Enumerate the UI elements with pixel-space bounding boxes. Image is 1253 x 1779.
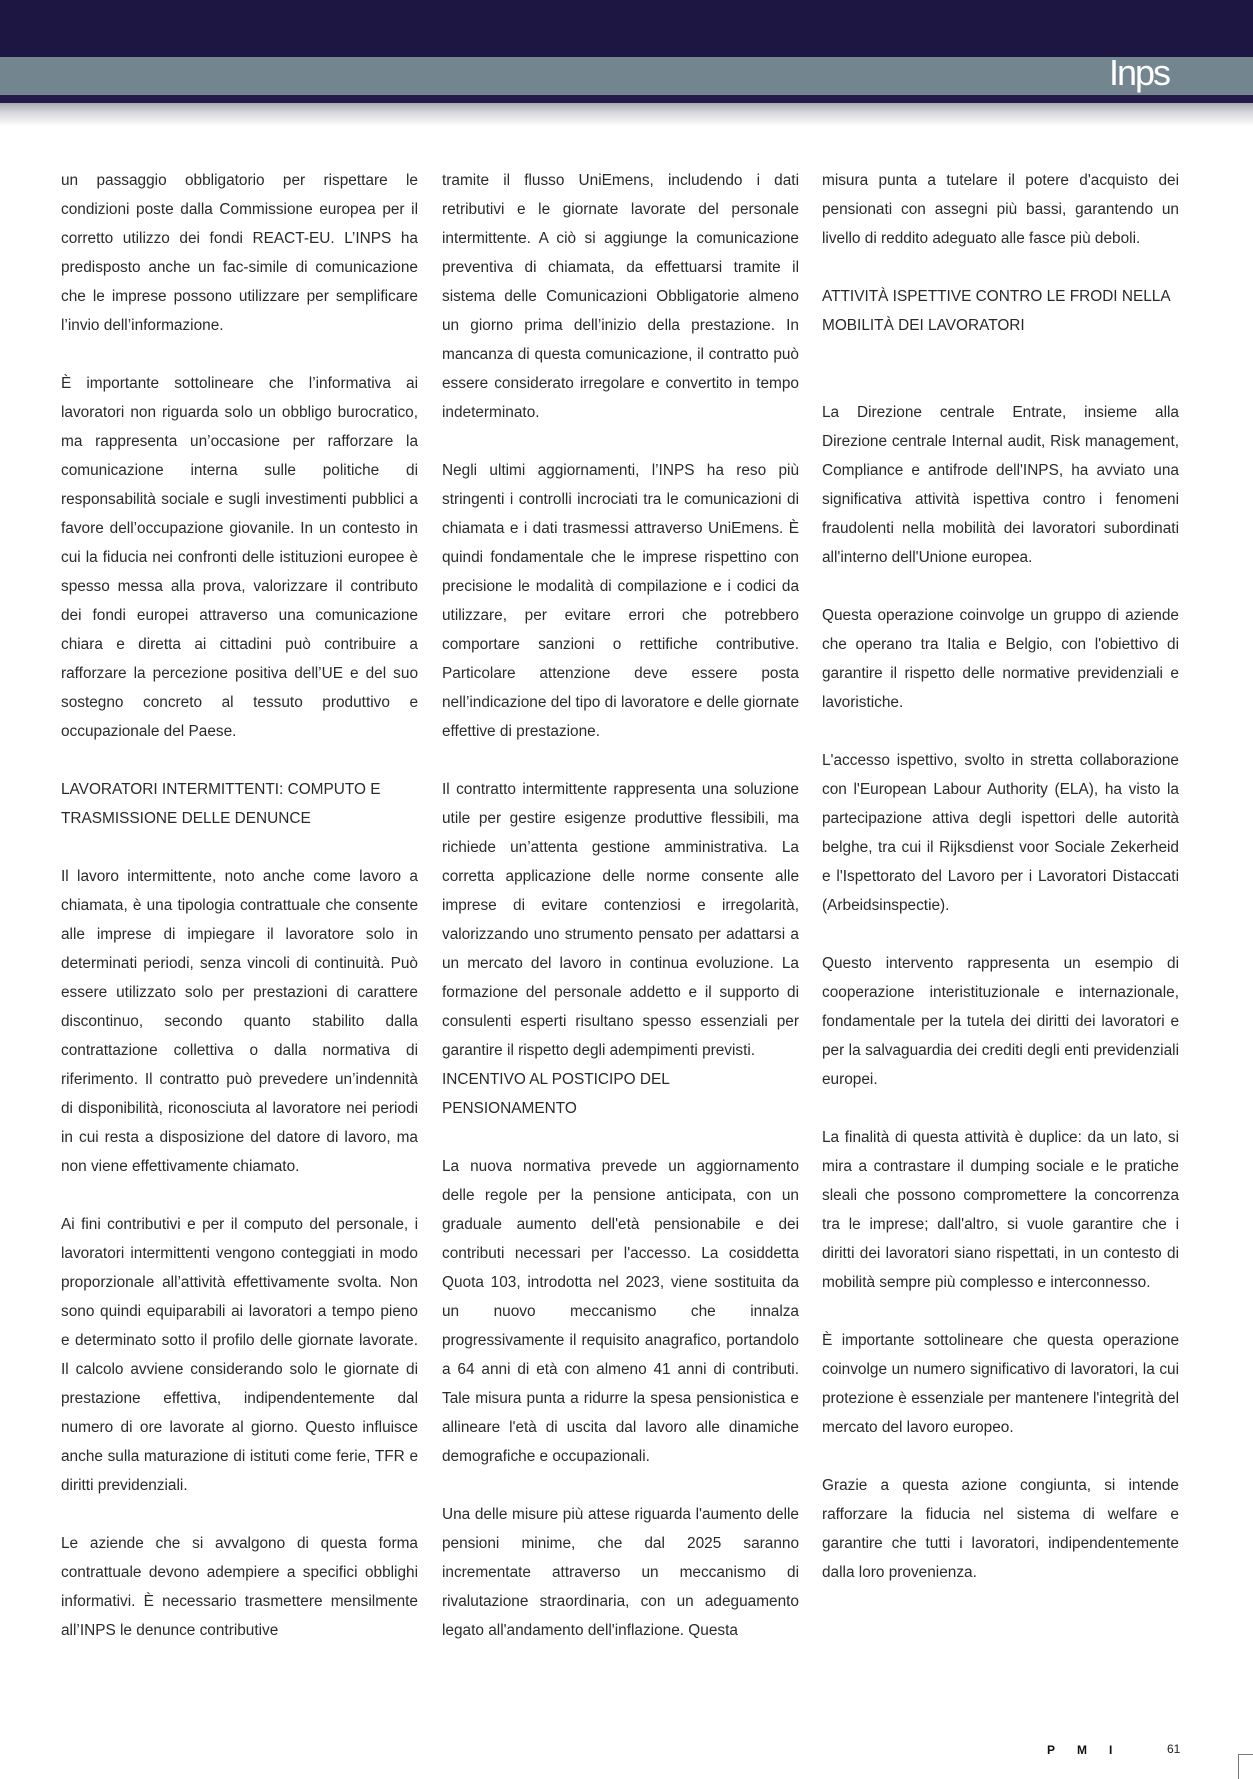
paragraph: Il lavoro intermittente, noto anche come lavoro a chiamata, è una tipologia contrattuale che consente alle imprese di impiegare il lavoratore solo in determinati periodi, senza vincoli di continuità. Può essere utilizzato solo per prestazioni di carattere discontinuo, secondo quanto stabilito dalla contrattazione collettiva o dalla normativa di riferimento. Il contratto può prevedere un’indennità di disponibilità, riconosciuta al lavoratore nei periodi in cui resta a disposizione del datore di lavoro, ma non viene effettivamente chiamato.: [61, 868, 418, 1175]
paragraph: Una delle misure più attese riguarda l'aumento delle pensioni minime, che dal 2025 saranno incrementate attraverso un meccanismo di rivalutazione straordinaria, con un adeguamento legato all'andamento dell'inflazione. Questa: [442, 1506, 799, 1639]
header-dark-band: [0, 0, 1253, 57]
header-shadow: [0, 103, 1253, 126]
paragraph: misura punta a tutelare il potere d'acquisto dei pensionati con assegni più bassi, garantendo un livello di reddito adeguato alle fasce più deboli.: [822, 172, 1179, 247]
section-heading: LAVORATORI INTERMITTENTI: COMPUTO E TRASMISSIONE DELLE DENUNCE: [61, 781, 381, 827]
page-footer: [0, 1740, 1253, 1770]
text-column-3: [822, 166, 1179, 1616]
paragraph: La nuova normativa prevede un aggiornamento delle regole per la pensione anticipata, con un graduale aumento dell'età pensionabile e dei contributi necessari per l'accesso. La cosiddetta Quota 103, introdotta nel 2023, viene sostituita da un nuovo meccanismo che innalza progressivamente il requisito anagrafico, portandolo a 64 anni di età con almeno 41 anni di contributi. Tale misura punta a ridurre la spesa pensionistica e allineare l'età di uscita dal lavoro alle dinamiche demografiche e occupazionali.: [442, 1158, 799, 1465]
page-number: 61: [1167, 1742, 1181, 1756]
paragraph: È importante sottolineare che questa operazione coinvolge un numero significativo di lavoratori, la cui protezione è essenziale per mantenere l'integrità del mercato del lavoro europeo.: [822, 1332, 1179, 1436]
magazine-brand: PMI: [1047, 1743, 1135, 1757]
header-dark-line: [0, 95, 1253, 103]
paragraph: L'accesso ispettivo, svolto in stretta collaborazione con l'European Labour Authority (ELA), ha visto la partecipazione attiva degli ispettori delle autorità belghe, tra cui il Rijksdienst voor Sociale Zekerheid e l'Ispettorato del Lavoro per i Lavoratori Distaccati (Arbeidsinspectie).: [822, 752, 1179, 914]
paragraph: Questa operazione coinvolge un gruppo di aziende che operano tra Italia e Belgio, con l'obiettivo di garantire il rispetto delle normative previdenziali e lavoristiche.: [822, 607, 1179, 711]
paragraph: Il contratto intermittente rappresenta una soluzione utile per gestire esigenze produttive flessibili, ma richiede un’attenta gestione amministrativa. La corretta applicazione delle norme consente alle imprese di evitare contenziosi e irregolarità, valorizzando uno strumento pensato per adattarsi a un mercato del lavoro in continua evoluzione. La formazione del personale addetto e il supporto di consulenti esperti risultano spesso essenziali per garantire il rispetto degli adempimenti previsti.: [442, 781, 799, 1059]
paragraph: Ai fini contributivi e per il computo del personale, i lavoratori intermittenti vengono conteggiati in modo proporzionale all’attività effettivamente svolta. Non sono quindi equiparabili ai lavoratori a tempo pieno e determinato sotto il profilo delle giornate lavorate. Il calcolo avviene considerando solo le giornate di prestazione effettiva, indipendentemente dal numero di ore lavorate al giorno. Questo influisce anche sulla maturazione di istituti come ferie, TFR e diritti previdenziali.: [61, 1216, 418, 1494]
paragraph: Grazie a questa azione congiunta, si intende rafforzare la fiducia nel sistema di welfare e garantire che tutti i lavoratori, indipendentemente dalla loro provenienza.: [822, 1477, 1179, 1581]
paragraph: un passaggio obbligatorio per rispettare le condizioni poste dalla Commissione europea per il corretto utilizzo dei fondi REACT-EU. L’INPS ha predisposto anche un fac-simile di comunicazione che le imprese possono utilizzare per semplificare l’invio dell’informazione.: [61, 172, 418, 334]
inps-logo: Inps: [1108, 52, 1169, 93]
text-column-1: [61, 166, 418, 1674]
section-heading: ATTIVITÀ ISPETTIVE CONTRO LE FRODI NELLA MOBILITÀ DEI LAVORATORI: [822, 288, 1170, 334]
paragraph: Questo intervento rappresenta un esempio di cooperazione interistituzionale e internazionale, fondamentale per la tutela dei diritti dei lavoratori e per la salvaguardia dei crediti degli enti previdenziali europei.: [822, 955, 1179, 1088]
paragraph: Le aziende che si avvalgono di questa forma contrattuale devono adempiere a specifici obblighi informativi. È necessario trasmettere mensilmente all’INPS le denunce contributive: [61, 1535, 418, 1639]
paragraph: tramite il flusso UniEmens, includendo i dati retributivi e le giornate lavorate del personale intermittente. A ciò si aggiunge la comunicazione preventiva di chiamata, da effettuarsi tramite il sistema delle Comunicazioni Obbligatorie almeno un giorno prima dell’inizio della prestazione. In mancanza di questa comunicazione, il contratto può essere considerato irregolare e convertito in tempo indeterminato.: [442, 172, 799, 421]
section-heading: INCENTIVO AL POSTICIPO DEL PENSIONAMENTO: [442, 1071, 670, 1117]
text-column-2: [442, 166, 799, 1674]
page-header: [0, 0, 1253, 126]
crop-mark: [1238, 1754, 1253, 1779]
header-grey-band: [0, 57, 1253, 95]
paragraph: Negli ultimi aggiornamenti, l’INPS ha reso più stringenti i controlli incrociati tra le comunicazioni di chiamata e i dati trasmessi attraverso UniEmens. È quindi fondamentale che le imprese rispettino con precisione le modalità di compilazione e i codici da utilizzare, per evitare errori che potrebbero comportare sanzioni o rettifiche contributive. Particolare attenzione deve essere posta nell’indicazione del tipo di lavoratore e delle giornate effettive di prestazione.: [442, 462, 799, 740]
paragraph: La Direzione centrale Entrate, insieme alla Direzione centrale Internal audit, Risk management, Compliance e antifrode dell'INPS, ha avviato una significativa attività ispettiva contro i fenomeni fraudolenti nella mobilità dei lavoratori subordinati all'interno dell'Unione europea.: [822, 404, 1179, 566]
paragraph: La finalità di questa attività è duplice: da un lato, si mira a contrastare il dumping sociale e le pratiche sleali che possono compromettere la concorrenza tra le imprese; dall'altro, si vuole garantire che i diritti dei lavoratori siano rispettati, in un contesto di mobilità sempre più complesso e interconnesso.: [822, 1129, 1179, 1291]
paragraph: È importante sottolineare che l’informativa ai lavoratori non riguarda solo un obbligo burocratico, ma rappresenta un’occasione per rafforzare la comunicazione interna sulle politiche di responsabilità sociale e sugli investimenti pubblici a favore dell’occupazione giovanile. In un contesto in cui la fiducia nei confronti delle istituzioni europee è spesso messa alla prova, valorizzare il contributo dei fondi europei attraverso una comunicazione chiara e diretta ai cittadini può contribuire a rafforzare la percezione positiva dell’UE e del suo sostegno concreto al tessuto produttivo e occupazionale del Paese.: [61, 375, 418, 740]
